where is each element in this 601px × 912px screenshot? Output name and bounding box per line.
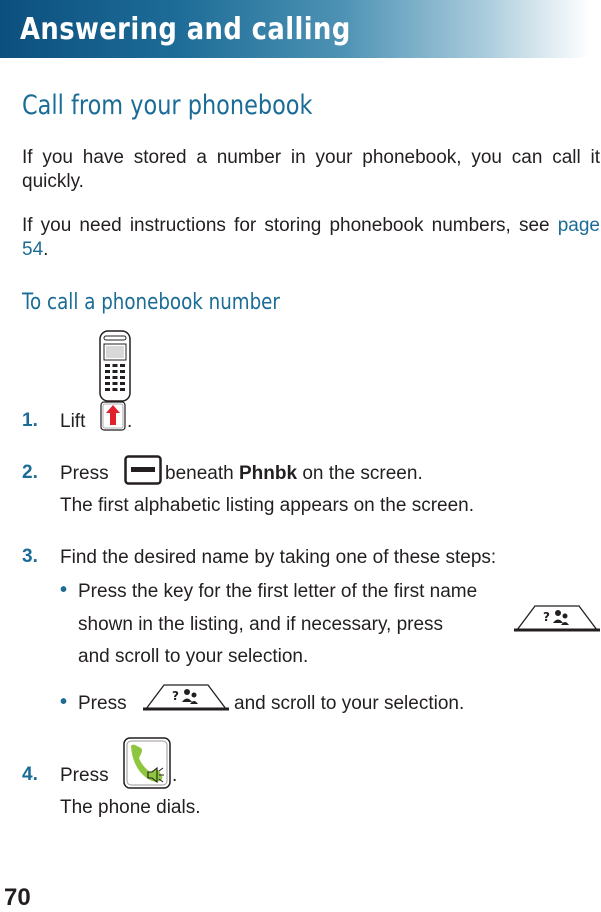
step-1-text xyxy=(60,410,85,434)
step-1-number: 1. xyxy=(22,410,38,431)
softkey-icon xyxy=(124,455,162,485)
step-2-text xyxy=(165,462,423,486)
chapter-title: Answering and calling xyxy=(20,12,351,47)
bullet-1-line-1 xyxy=(78,580,600,604)
bullet-1-symbol: • xyxy=(60,579,68,601)
step-2-note: The first alphabetic listing appears on the screen. xyxy=(60,495,475,516)
lift-handset-icon xyxy=(100,401,126,431)
bullet-2-text: and scroll to your selection. xyxy=(234,693,465,714)
intro-text-1: If you have stored a number in your phonebook, you can call it quickly. xyxy=(22,147,600,192)
section-title: Call from your phonebook xyxy=(22,90,313,121)
phonebook-key-icon xyxy=(142,683,230,711)
svg-text:?: ? xyxy=(543,610,550,624)
handset-icon xyxy=(99,330,131,402)
intro-paragraph-2 xyxy=(22,214,600,262)
phnbk-softkey-label: Phnbk xyxy=(238,463,298,484)
step-2-beneath: beneath xyxy=(165,463,234,484)
phonebook-key-icon xyxy=(513,604,601,632)
chapter-header xyxy=(0,0,590,58)
intro-text-2: If you need instructions for storing phonebook numbers, see xyxy=(22,215,550,236)
bullet-1-line-2: shown in the listing, and if necessary, press xyxy=(78,614,444,635)
bullet-2-symbol: • xyxy=(60,691,68,713)
step-2-press: Press xyxy=(60,463,109,484)
bullet-1-text-1: Press the key for the first letter of the first name xyxy=(78,581,478,602)
step-3-text: Find the desired name by taking one of these steps: xyxy=(60,547,497,568)
step-2-number: 2. xyxy=(22,462,38,483)
step-4-number: 4. xyxy=(22,764,38,785)
bullet-1-line-3: and scroll to your selection. xyxy=(78,646,309,667)
step-2-end: on the screen. xyxy=(302,463,423,484)
page-number: 70 xyxy=(4,884,31,911)
svg-text:?: ? xyxy=(172,689,179,703)
page-link[interactable]: page 54 xyxy=(22,215,600,260)
speakerphone-key-icon xyxy=(122,736,172,790)
bullet-2-press: Press xyxy=(78,693,127,714)
step-4-press: Press xyxy=(60,765,109,786)
step-1-end: . xyxy=(127,411,133,432)
step-4-note: The phone dials. xyxy=(60,797,201,818)
intro-paragraph-1 xyxy=(22,146,600,194)
subsection-title: To call a phonebook number xyxy=(22,290,280,315)
step-4-end: . xyxy=(172,765,178,786)
step-1-before: Lift xyxy=(60,411,86,432)
intro-text-2-end: . xyxy=(43,239,49,260)
step-3-number: 3. xyxy=(22,546,38,567)
